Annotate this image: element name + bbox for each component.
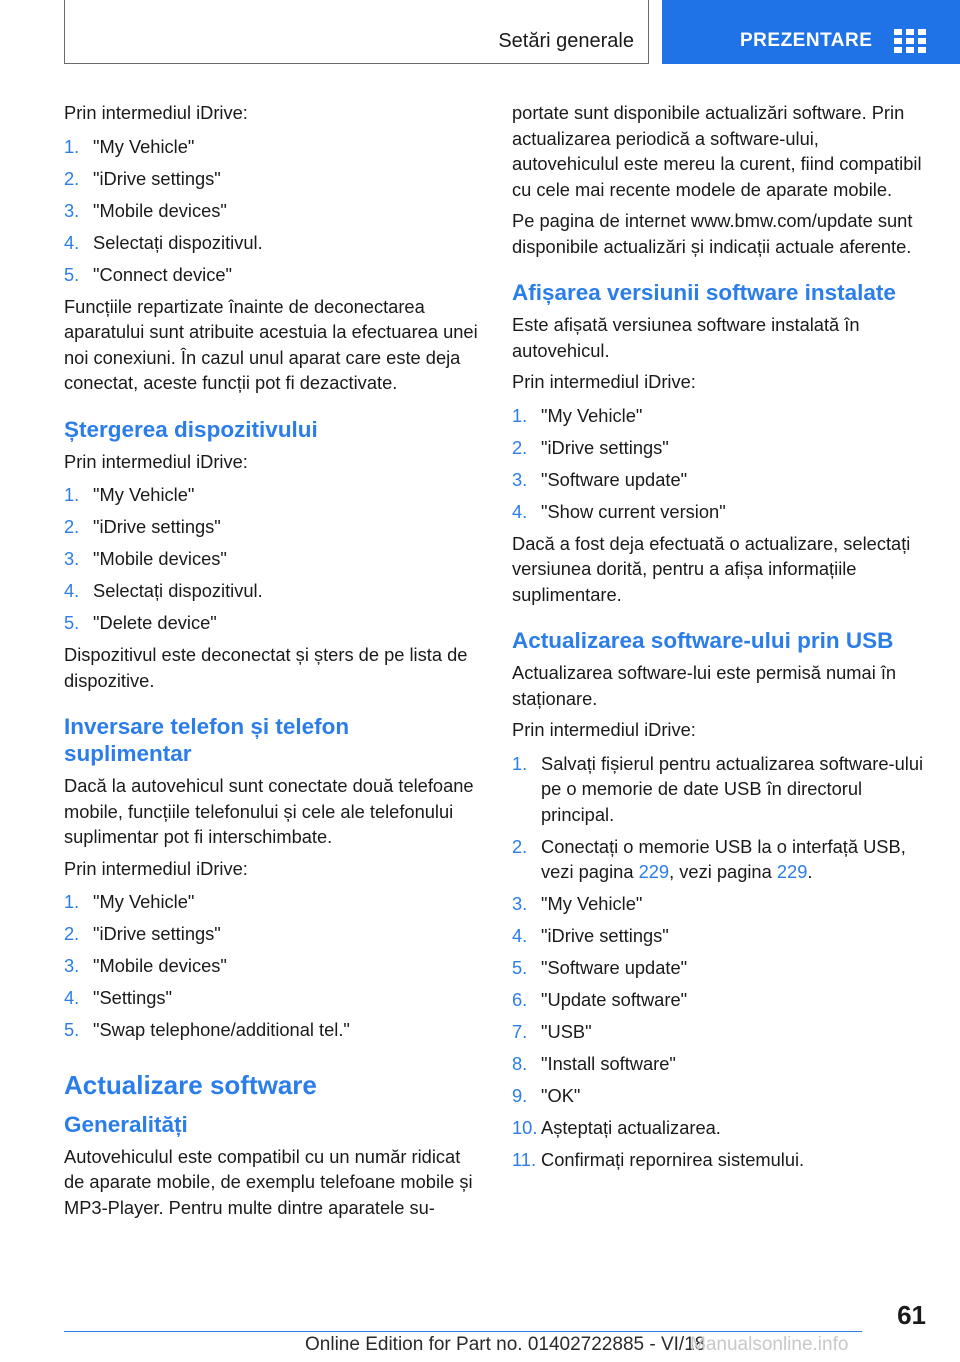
list-item: 4. "Show current version" — [512, 499, 927, 525]
step-number: 4. — [64, 580, 80, 601]
steps-list-connect — [64, 134, 479, 288]
list-item: 3. "My Vehicle" — [512, 891, 927, 917]
watermark: Manualsonline.info — [690, 1334, 849, 1355]
step-number: 7. — [512, 1021, 528, 1042]
list-item: 7. "USB" — [512, 1019, 927, 1045]
list-item: 1. "My Vehicle" — [64, 889, 479, 915]
paragraph: Actualizarea software-lui este permisă numai în staționare. — [512, 662, 897, 709]
paragraph: Dispozitivul este deconectat și șters de pe lista de dispozitive. — [64, 644, 468, 691]
heading-software-update: Actualizare software — [64, 1069, 317, 1100]
list-item: 4. "Settings" — [64, 985, 479, 1011]
step-number: 4. — [64, 987, 80, 1008]
grid-menu-icon[interactable] — [894, 29, 926, 53]
list-item: 4. "iDrive settings" — [512, 923, 927, 949]
steps-list-delete — [64, 482, 479, 636]
list-item: 3. "Mobile devices" — [64, 198, 479, 224]
step-number: 3. — [64, 199, 80, 221]
page-link[interactable]: 229 — [638, 861, 670, 882]
step-number: 1. — [512, 404, 528, 426]
list-item: 2. "iDrive settings" — [64, 514, 479, 540]
step-number: 11. — [512, 1149, 537, 1170]
step-number: 2. — [64, 923, 80, 944]
paragraph: Este afișată versiunea software instalată în autovehicul. — [512, 314, 860, 361]
chapter-tab[interactable] — [662, 0, 960, 64]
list-item: 2. "iDrive settings" — [64, 921, 479, 947]
list-item: 2. Conectați o memorie USB la o interfață USB, vezi pagina 229, vezi pagina 229. — [512, 835, 906, 882]
steps-list-swap — [64, 889, 479, 1043]
list-item: 2. "iDrive settings" — [64, 166, 479, 192]
list-item: 4. Selectați dispozitivul. — [64, 578, 479, 604]
paragraph: Prin intermediul iDrive: — [512, 371, 696, 392]
list-item: 1. "My Vehicle" — [64, 134, 479, 160]
list-item: 9. "OK" — [512, 1083, 927, 1109]
heading-usb-update: Actualizarea software-ului prin USB — [512, 628, 894, 653]
paragraph: Dacă la autovehicul sunt conectate două telefoane mobile, funcțiile telefonului și cele ale telefonului suplimentar pot fi interschimbate. — [64, 775, 474, 847]
list-item: 6. "Update software" — [512, 987, 927, 1013]
list-item: 10. Așteptați actualizarea. — [512, 1115, 927, 1141]
list-item: 1. Salvați fișierul pentru actualizarea software-ului pe o memorie de date USB în directorul principal. — [512, 752, 924, 825]
section-title: Setări generale — [498, 30, 634, 52]
list-item: 2. "iDrive settings" — [512, 435, 927, 461]
page-link[interactable]: 229 — [776, 861, 808, 882]
heading-delete-device: Ștergerea dispozitivului — [64, 416, 318, 442]
step-number: 10. — [512, 1117, 538, 1138]
paragraph: Autovehiculul este compatibil cu un număr ridicat de aparate mobile, de exemplu telefoane mobile și MP3-Player. Pentru multe dintre aparatele su- — [64, 1145, 473, 1218]
step-number: 4. — [512, 500, 528, 522]
step-number: 8. — [512, 1053, 528, 1074]
steps-list-usb-update — [512, 751, 927, 1173]
heading-show-version: Afișarea versiunii software instalate — [512, 280, 896, 305]
step-number: 1. — [64, 484, 80, 505]
list-item: 5. "Delete device" — [64, 610, 479, 636]
list-item: 11. Confirmați repornirea sistemului. — [512, 1147, 927, 1173]
paragraph: Prin intermediul iDrive: — [64, 450, 248, 472]
list-item: 1. "My Vehicle" — [64, 482, 479, 508]
step-number: 2. — [512, 835, 528, 857]
step-number: 9. — [512, 1085, 528, 1106]
step-number: 3. — [64, 548, 80, 569]
edition-text: Online Edition for Part no. 01402722885 - VI/18 — [305, 1334, 706, 1355]
step-number: 5. — [64, 263, 80, 285]
step-number: 3. — [512, 468, 528, 490]
right-column — [512, 100, 927, 1179]
chapter-label: PREZENTARE — [740, 30, 873, 51]
steps-list-show-version — [512, 403, 927, 525]
list-item: 4. Selectați dispozitivul. — [64, 230, 479, 256]
heading-swap-phone: Inversare telefon și telefon suplimentar — [64, 714, 350, 766]
list-item: 5. "Connect device" — [64, 262, 479, 288]
list-item: 5. "Software update" — [512, 955, 927, 981]
step-number: 5. — [64, 1019, 80, 1040]
list-item: 1. "My Vehicle" — [512, 403, 927, 429]
step-number: 5. — [512, 957, 528, 978]
step-number: 1. — [64, 135, 80, 157]
step-number: 5. — [64, 612, 80, 633]
paragraph: Dacă a fost deja efectuată o actualizare, selectați versiunea dorită, pentru a afișa informațiile suplimentare. — [512, 532, 911, 605]
paragraph: Prin intermediul iDrive: — [512, 719, 696, 740]
step-number: 3. — [64, 955, 80, 976]
list-item: 5. "Swap telephone/additional tel." — [64, 1017, 479, 1043]
heading-general: Generalități — [64, 1111, 188, 1137]
list-item: 3. "Mobile devices" — [64, 953, 479, 979]
step-number: 2. — [512, 436, 528, 458]
paragraph: Funcțiile repartizate înainte de deconectarea aparatului sunt atribuite acestuia la efectuarea unei noi conexiuni. În cazul unul aparat care este deja conectat, aceste funcții pot fi dezactivate. — [64, 295, 478, 393]
paragraph: Pe pagina de internet www.bmw.com/update sunt disponibile actualizări și indicații actuale aferente. — [512, 210, 913, 257]
list-item: 3. "Mobile devices" — [64, 546, 479, 572]
list-item: 8. "Install software" — [512, 1051, 927, 1077]
page-number: 61 — [897, 1300, 926, 1330]
step-number: 1. — [64, 891, 80, 912]
paragraph: Prin intermediul iDrive: — [64, 102, 248, 123]
step-number: 4. — [64, 231, 80, 253]
step-number: 4. — [512, 925, 528, 946]
header-section-box — [64, 0, 649, 64]
step-number: 1. — [512, 752, 528, 774]
paragraph: portate sunt disponibile actualizări software. Prin actualizarea periodică a software-ului, autovehiculul este mereu la curent, fiind compatibil cu cele mai recente modele de aparate mobile. — [512, 102, 922, 200]
left-column — [64, 100, 479, 1226]
paragraph: Prin intermediul iDrive: — [64, 857, 248, 879]
step-number: 3. — [512, 893, 528, 914]
step-number: 2. — [64, 167, 80, 189]
step-number: 6. — [512, 989, 528, 1010]
list-item: 3. "Software update" — [512, 467, 927, 493]
step-number: 2. — [64, 516, 80, 537]
footer-divider — [64, 1331, 862, 1332]
